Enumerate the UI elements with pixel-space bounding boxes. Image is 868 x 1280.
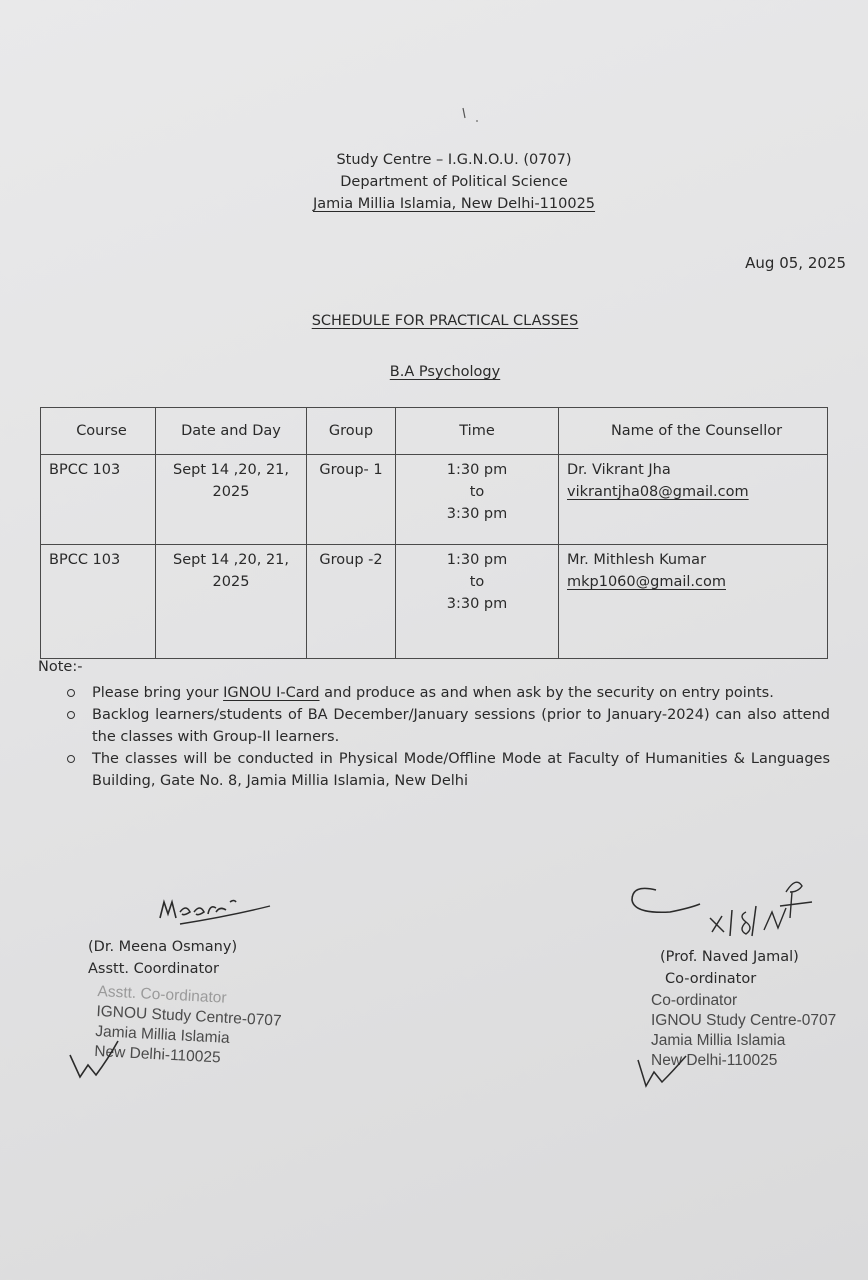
left-signatory [88,936,237,980]
col-header-course: Course [41,408,156,455]
time-from: 1:30 pm [446,552,508,568]
time-to: 3:30 pm [446,506,508,522]
right-signatory-role: Co-ordinator [665,971,757,987]
signature-left [150,890,280,930]
header-line-3: Jamia Millia Islamia, New Delhi-110025 [312,196,596,212]
left-signatory-role: Asstt. Coordinator [88,961,220,977]
col-header-counsellor: Name of the Counsellor [559,408,828,455]
col-header-group: Group [307,408,396,455]
header-line-1: Study Centre – I.G.N.O.U. (0707) [336,152,572,168]
header-line-2: Department of Political Science [340,174,568,190]
left-stamp-line: Asstt. Co-ordinator [97,982,227,1007]
left-signatory-name: (Dr. Meena Osmany) [88,939,238,955]
cell-date [156,455,307,545]
counsellor-email-link[interactable]: vikrantjha08@gmail.com [567,484,749,500]
ignou-icard-text: IGNOU I-Card [223,685,320,701]
date-year: 2025 [212,484,250,500]
right-signatory-name: (Prof. Naved Jamal) [660,949,799,965]
counsellor-name: Mr. Mithlesh Kumar [567,552,707,568]
date-line: Sept 14 ,20, 21, [172,462,290,478]
schedule-table [40,407,828,659]
list-item: Please bring your IGNOU I-Card and produce as and when ask by the security on entry points. [62,682,830,704]
right-stamp-line: Jamia Millia Islamia [651,1032,786,1049]
counsellor-email-link[interactable]: mkp1060@gmail.com [567,574,726,590]
cell-counsellor [559,545,828,659]
signature-right [626,872,826,942]
right-stamp-line: IGNOU Study Centre-0707 [651,1012,837,1029]
bullet-icon [67,755,75,763]
table-header-row [41,408,828,455]
left-stamp-line: Jamia Millia Islamia [94,1022,231,1047]
col-header-time: Time [396,408,559,455]
left-stamp-line: New Delhi-110025 [93,1042,222,1067]
list-item: Backlog learners/students of BA December/January sessions (prior to January-2024) can also attend the classes with Group-II learners. [62,704,830,748]
col-header-date: Date and Day [156,408,307,455]
document-subtitle: B.A Psychology [389,364,501,380]
notes-list [62,682,830,792]
notes-heading: Note:- [38,659,83,675]
cell-time [396,545,559,659]
table-row [41,455,828,545]
table-row [41,545,828,659]
right-signatory [660,946,799,990]
left-stamp-line: IGNOU Study Centre-0707 [96,1002,282,1030]
list-item: The classes will be conducted in Physical Mode/Offline Mode at Faculty of Humanities & Languages Building, Gate No. 8, Jamia Millia Islamia, New Delhi [62,748,830,792]
right-stamp-line: New Delhi-110025 [651,1052,778,1069]
time-to-word: to [469,574,485,590]
time-from: 1:30 pm [446,462,508,478]
left-initial-mark [66,1035,126,1085]
counsellor-name: Dr. Vikrant Jha [567,462,671,478]
document-title: SCHEDULE FOR PRACTICAL CLASSES [311,313,579,329]
right-initial-mark [632,1046,692,1094]
date-line: Sept 14 ,20, 21, [172,552,290,568]
letterhead [0,149,868,215]
cell-date [156,545,307,659]
time-to: 3:30 pm [446,596,508,612]
cell-counsellor [559,455,828,545]
cell-group: Group -2 [307,545,396,659]
bullet-icon [67,689,75,697]
cell-time [396,455,559,545]
cell-course: BPCC 103 [41,455,156,545]
cell-course: BPCC 103 [41,545,156,659]
document-date: Aug 05, 2025 [745,254,846,272]
time-to-word: to [469,484,485,500]
bullet-icon [67,711,75,719]
pen-mark [458,106,488,126]
cell-group: Group- 1 [307,455,396,545]
date-year: 2025 [212,574,250,590]
right-stamp-line: Co-ordinator [651,992,738,1009]
